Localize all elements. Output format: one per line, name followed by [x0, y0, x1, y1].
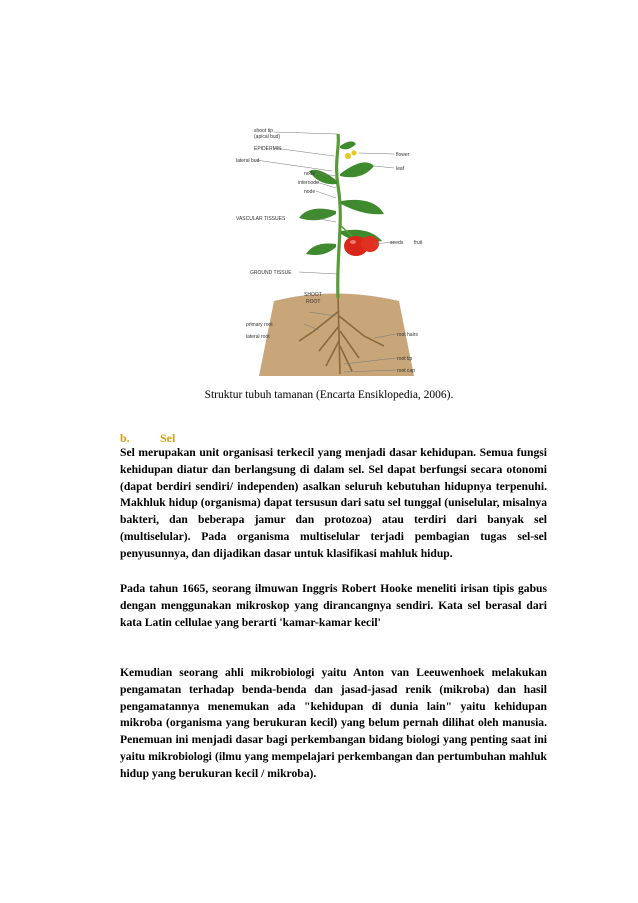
label-flower: flower	[396, 152, 410, 158]
label-node-1: node	[304, 171, 316, 177]
label-primary-root: primary root	[246, 322, 273, 328]
paragraph-robert-hooke: Pada tahun 1665, seorang ilmuwan Inggris Robert Hooke meneliti irisan tipis gabus dengan menggunakan mikroskop yang dirancangnya sendiri. Kata sel berasal dari kata Latin cellulae yang berarti 'kamar-kamar kecil'	[120, 582, 547, 629]
label-internode: internode	[298, 180, 319, 186]
plant-diagram	[234, 126, 434, 376]
label-leaf: leaf	[396, 166, 405, 172]
section-heading	[120, 431, 175, 446]
label-vascular-tissues: VASCULAR TISSUES	[236, 216, 286, 222]
label-root: ROOT	[306, 299, 321, 305]
label-lateral-bud: lateral bud	[236, 158, 260, 164]
label-epidermis: EPIDERMIS	[254, 146, 282, 152]
label-root-cap: root cap	[397, 368, 416, 374]
paragraph-leeuwenhoek: Kemudian seorang ahli mikrobiologi yaitu Anton van Leeuwenhoek melakukan pengamatan terhadap benda-benda dan jasad-jasad renik (mikroba) dan hasil pengamatannya menemukan ada "kehidupan di dunia lain" yaitu kehidupan mikroba (organisma yang berukuran kecil) yang belum pernah dilihat oleh manusia. Penemuan ini menjadi dasar bagi perkembangan bidang biologi yang penting saat ini yaitu mikrobiologi (ilmu yang mempelajari perkembangan dan pertumbuhan mahluk hidup yang berukuran kecil / mikroba).	[120, 666, 547, 780]
section-title: Sel	[160, 431, 176, 445]
label-shoot-tip: shoot tip	[254, 128, 273, 134]
label-shoot: SHOOT	[304, 292, 322, 298]
label-seeds: seeds	[390, 240, 404, 246]
label-ground-tissue: GROUND TISSUE	[250, 270, 292, 276]
section-number: b.	[120, 431, 130, 445]
label-fruit: fruit	[414, 240, 423, 246]
label-node-2: node	[304, 189, 316, 195]
label-root-hairs: root hairs	[397, 332, 418, 338]
figure-caption: Struktur tubuh tamanan (Encarta Ensiklopedia, 2006).	[204, 389, 454, 401]
label-apical-bud: (apical bud)	[254, 134, 281, 140]
paragraph-sel-definition: Sel merupakan unit organisasi terkecil yang menjadi dasar kehidupan. Semua fungsi kehidupan diatur dan berlangsung di dalam sel. Sel dapat berfungsi secara otonomi (dapat berdiri sendiri/ independen) asalkan seluruh kebutuhan hidupnya terpenuhi. Makhluk hidup (organisma) dapat tersusun dari satu sel tunggal (uniselular, misalnya bakteri, dan beberapa jamur dan protozoa) atau terdiri dari banyak sel (multiselular). Pada organisma multiselular terjadi pembagian tugas sel-sel penyusunnya, dan dijadikan dasar untuk klasifikasi mahluk hidup.	[120, 446, 547, 560]
label-lateral-root: lateral root	[246, 334, 270, 340]
label-root-tip: root tip	[397, 356, 413, 362]
flower	[345, 151, 357, 160]
plant-structure-figure	[234, 126, 434, 376]
stem	[337, 134, 341, 298]
